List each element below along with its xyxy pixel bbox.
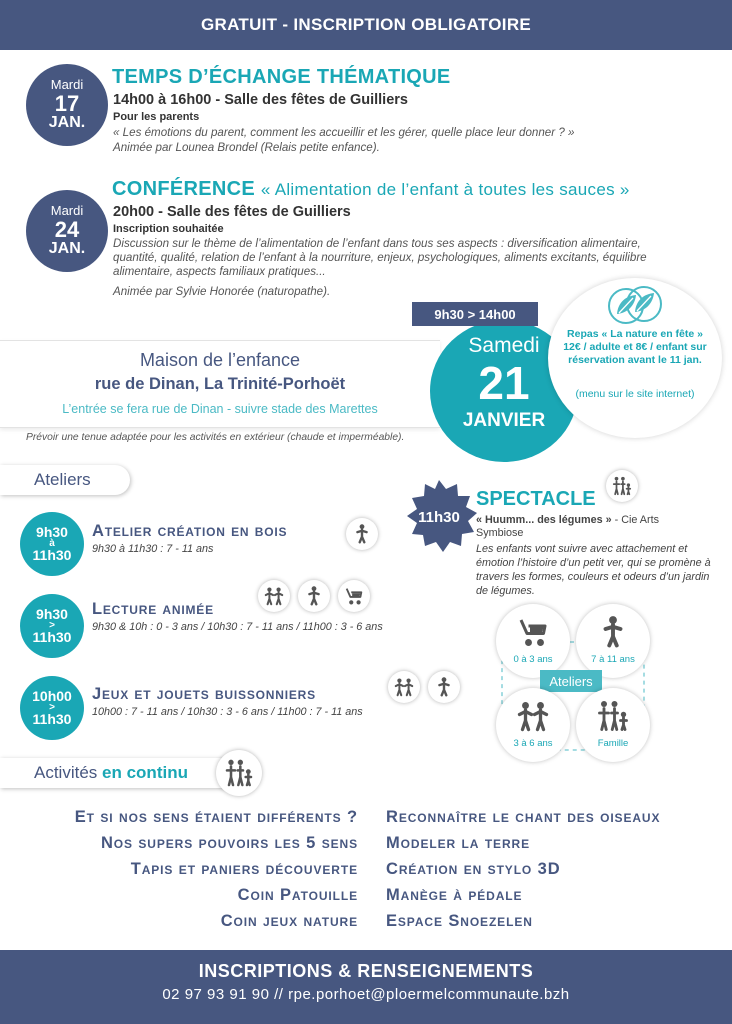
age-legend-7-11 xyxy=(576,604,650,678)
activity-item: Espace Snoezelen xyxy=(386,912,533,930)
atelier-time-circle xyxy=(20,512,84,576)
event-where: 14h00 à 16h00 - Salle des fêtes de Guilliers xyxy=(113,92,408,108)
time-sep: > xyxy=(49,702,55,713)
family-icon xyxy=(216,750,262,796)
outdoor-note: Prévoir une tenue adaptée pour les activités en extérieur (chaude et imperméable). xyxy=(26,432,405,443)
atelier-time-circle xyxy=(20,676,84,740)
date-month: JAN. xyxy=(48,113,86,131)
footer-banner xyxy=(0,950,732,1024)
spectacle-description: Les enfants vont suivre avec attachement et émotion l’histoire d’un petit ver, qui se promène à travers les formes, couleurs et odeurs d’un jardin de légumes. xyxy=(476,543,711,597)
event-audience: Pour les parents xyxy=(113,111,200,123)
venue-name: Maison de l’enfance xyxy=(139,350,301,370)
section-tab-continu xyxy=(0,758,236,788)
event-title-text: TEMPS D’ÉCHANGE THÉMATIQUE xyxy=(112,66,451,88)
activity-item: Nos supers pouvoirs les 5 sens xyxy=(100,834,358,852)
activity-item: Tapis et paniers découverte xyxy=(130,860,358,878)
spectacle-time: 11h30 xyxy=(418,509,460,526)
age-label: 3 à 6 ans xyxy=(513,738,553,749)
activity-item: Création en stylo 3D xyxy=(386,860,561,878)
event-title-sub: « Alimentation de l’enfant à toutes les sauces » xyxy=(260,180,630,199)
event-description: « Les émotions du parent, comment les accueillir et les gérer, quelle place leur donner ? » xyxy=(113,126,575,139)
activity-item: Coin jeux nature xyxy=(220,912,358,930)
event-description: Discussion sur le thème de l’alimentation de l’enfant dans tous ses aspects : diversification alimentaire, quantité, qualité, relation de l’enfant à la nourriture, enjeux, psychologiques, aliments excitants, équilibre alimentaire, aspects familiaux pratiques... xyxy=(113,237,647,278)
event-title xyxy=(112,178,630,201)
two-children-icon xyxy=(258,580,290,612)
date-badge-17-jan xyxy=(26,64,108,146)
atelier-details: 10h00 : 7 - 11 ans / 10h30 : 3 - 6 ans / 11h00 : 7 - 11 ans xyxy=(92,706,363,718)
footer-contact: 02 97 93 91 90 // rpe.porhoet@ploermelcommunaute.bzh xyxy=(162,986,570,1003)
date-day: 21 xyxy=(478,357,530,409)
banner-text: GRATUIT - INSCRIPTION OBLIGATOIRE xyxy=(200,15,532,34)
time-sep: > xyxy=(49,620,55,631)
section-label: Activités xyxy=(34,763,103,782)
age-label: Famille xyxy=(597,738,629,749)
top-banner xyxy=(0,0,732,50)
child-icon xyxy=(346,518,378,550)
spectacle-subtitle xyxy=(476,514,706,540)
activity-item: Reconnaître le chant des oiseaux xyxy=(386,808,661,826)
date-day: 17 xyxy=(54,90,80,116)
atelier-details: 9h30 à 11h30 : 7 - 11 ans xyxy=(92,543,214,555)
time-sep: à xyxy=(49,538,55,549)
section-label-accent: en continu xyxy=(102,763,188,782)
atelier-title: Jeux et jouets buissonniers xyxy=(92,685,316,703)
time-range-pill: 9h30 > 14h00 xyxy=(412,302,538,326)
event-title-text: CONFÉRENCE xyxy=(112,178,256,200)
repas-circle xyxy=(548,278,722,438)
date-day-of-week: Mardi xyxy=(50,77,84,93)
atelier-details: 9h30 & 10h : 0 - 3 ans / 10h30 : 7 - 11 ans / 11h00 : 3 - 6 ans xyxy=(92,621,383,633)
event-where: 20h00 - Salle des fêtes de Guilliers xyxy=(113,204,351,220)
repas-note: (menu sur le site internet) xyxy=(575,388,695,400)
venue-access: L’entrée se fera rue de Dinan - suivre stade des Marettes xyxy=(62,402,378,416)
footer-title: INSCRIPTIONS & RENSEIGNEMENTS xyxy=(198,961,534,981)
venue-box xyxy=(0,340,440,428)
time-end: 11h30 xyxy=(32,629,72,645)
spectacle-show-name: « Huumm... des légumes » xyxy=(476,514,612,526)
section-label: Ateliers xyxy=(34,470,91,489)
two-children-icon xyxy=(515,698,551,734)
age-legend-3-6 xyxy=(496,688,570,762)
spectacle-company: - Cie Arts Symbiose xyxy=(476,514,660,539)
date-day: 24 xyxy=(54,216,80,242)
family-icon xyxy=(606,470,638,502)
date-month: JAN. xyxy=(48,239,86,257)
age-legend-0-3 xyxy=(496,604,570,678)
child-icon xyxy=(298,580,330,612)
event-audience: Inscription souhaitée xyxy=(113,223,224,235)
stroller-icon xyxy=(515,614,551,650)
activity-item: Et si nos sens étaient différents ? xyxy=(74,808,358,826)
age-label: 7 à 11 ans xyxy=(591,654,635,665)
activity-item: Coin Patouille xyxy=(237,886,358,904)
date-month: JANVIER xyxy=(462,410,546,431)
event-animator: Animée par Sylvie Honorée (naturopathe). xyxy=(113,285,331,298)
time-start: 9h30 xyxy=(36,524,68,540)
time-end: 11h30 xyxy=(32,711,72,727)
family-icon xyxy=(595,698,631,734)
atelier-title: Atelier création en bois xyxy=(92,522,288,540)
time-end: 11h30 xyxy=(32,547,72,563)
child-icon xyxy=(595,614,631,650)
event-animator: Animée par Lounea Brondel (Relais petite enfance). xyxy=(113,141,380,154)
date-badge-24-jan xyxy=(26,190,108,272)
time-start: 10h00 xyxy=(32,688,72,704)
event-title xyxy=(112,66,451,89)
age-label: 0 à 3 ans xyxy=(513,654,553,665)
activity-item: Modeler la terre xyxy=(386,834,530,852)
two-children-icon xyxy=(388,671,420,703)
atelier-title: Lecture animée xyxy=(92,600,214,618)
stroller-icon xyxy=(338,580,370,612)
spectacle-title: SPECTACLE xyxy=(476,488,596,510)
venue-street: rue de Dinan, La Trinité-Porhoët xyxy=(94,375,346,393)
date-day-of-week: Samedi xyxy=(468,334,540,357)
atelier-time-circle xyxy=(20,594,84,658)
legend-ateliers-badge: Ateliers xyxy=(540,670,602,692)
age-legend-famille xyxy=(576,688,650,762)
time-start: 9h30 xyxy=(36,606,68,622)
leaf-icon xyxy=(608,284,662,326)
child-icon xyxy=(428,671,460,703)
date-day-of-week: Mardi xyxy=(50,203,84,219)
repas-text: Repas « La nature en fête » 12€ / adulte et 8€ / enfant sur réservation avant le 11 jan. xyxy=(563,328,707,366)
activity-item: Manège à pédale xyxy=(386,886,523,904)
spectacle-time-badge xyxy=(400,480,478,552)
section-tab-ateliers xyxy=(0,465,130,495)
